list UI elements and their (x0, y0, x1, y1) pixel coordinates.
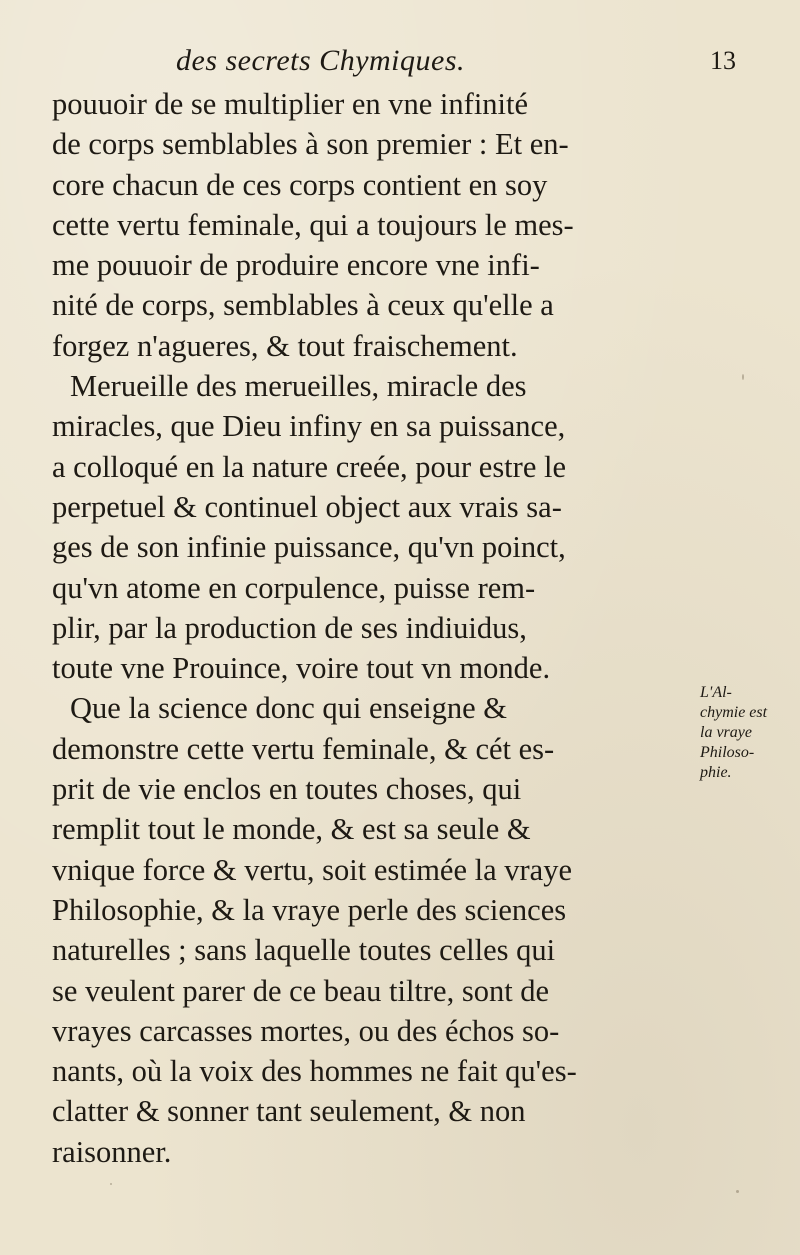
text-line: plir, par la production de ses indiuidus, (52, 610, 527, 645)
text-line: me pouuoir de produire encore vne infi- (52, 248, 540, 283)
text-line: nants, où la voix des hommes ne fait qu'es- (52, 1054, 577, 1089)
text-line: demonstre cette vertu feminale, & cét es- (52, 731, 555, 766)
page-number: 13 (710, 46, 736, 75)
marginal-note-line: L'Al- (700, 684, 732, 701)
marginal-note-line: Philoso- (700, 744, 755, 761)
text-line: nité de corps, semblables à ceux qu'elle a (52, 288, 554, 323)
text-line: remplit tout le monde, & est sa seule & (52, 812, 531, 847)
text-line: toute vne Prouince, voire tout vn monde. (52, 651, 551, 686)
text-line: a colloqué en la nature creée, pour estre le (52, 449, 566, 484)
text-line: prit de vie enclos en toutes choses, qui (52, 772, 522, 807)
text-line: perpetuel & continuel object aux vrais sa- (52, 489, 562, 524)
paper-speck (742, 374, 744, 380)
marginal-note-line: phie. (700, 764, 732, 781)
text-line: vrayes carcasses mortes, ou des échos so- (52, 1013, 560, 1048)
text-line: vnique force & vertu, soit estimée la vraye (52, 852, 573, 887)
text-line: de corps semblables à son premier : Et en- (52, 127, 569, 162)
text-line: Merueille des merueilles, miracle des (70, 369, 527, 404)
page-header (176, 44, 736, 84)
text-line: pouuoir de se multiplier en vne infinité (52, 87, 529, 121)
marginal-note-line: la vraye (700, 724, 752, 741)
text-line: naturelles ; sans laquelle toutes celles qui (52, 933, 556, 968)
text-line: cette vertu feminale, qui a toujours le mes- (52, 207, 574, 242)
body-text (52, 84, 632, 1172)
text-line: Philosophie, & la vraye perle des sciences (52, 892, 567, 927)
text-line: core chacun de ces corps contient en soy (52, 167, 548, 202)
text-line: raisonner. (52, 1134, 172, 1169)
paper-speck (736, 1190, 739, 1193)
text-line: ges de son infinie puissance, qu'vn poinct, (52, 530, 566, 565)
marginal-note-line: chymie est (700, 704, 768, 721)
text-line: se veulent parer de ce beau tiltre, sont de (52, 973, 550, 1008)
text-line: clatter & sonner tant seulement, & non (52, 1094, 526, 1129)
text-line: forgez n'agueres, & tout fraischement. (52, 328, 518, 363)
text-line: miracles, que Dieu infiny en sa puissance, (52, 409, 566, 444)
text-line: Que la science donc qui enseigne & (70, 691, 508, 726)
marginal-note (700, 683, 795, 783)
text-line: qu'vn atome en corpulence, puisse rem- (52, 570, 536, 605)
paper-speck (110, 1183, 112, 1185)
running-title: des secrets Chymiques. (176, 44, 465, 77)
